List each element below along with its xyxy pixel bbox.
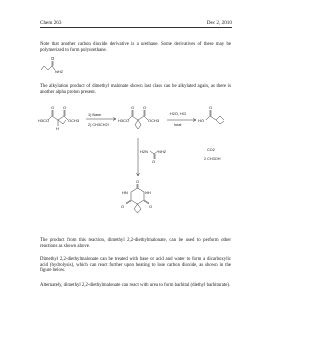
step1-arrow xyxy=(86,113,116,127)
urethane-structure xyxy=(41,56,64,74)
start-och3: OCH3 xyxy=(68,118,80,123)
course-header: Chem 263 xyxy=(40,20,62,26)
start-h3co: H3CO xyxy=(38,118,50,123)
start-carbonyl-o-right: O xyxy=(63,105,67,110)
paragraph-hydrolysis: Dimethyl 2,2-diethylmalonate can be treated with base or acid and water to form a dicarboxylic acid (hydrolysis), which can react further upon heating to lose carbon dioxide, as shown in the figure below. xyxy=(40,257,231,274)
barbital-left-o: O xyxy=(121,204,125,209)
date-header: Dec 2, 2010 xyxy=(206,20,232,26)
paragraph-alkylation: The alkylation product of dimethyl malonate shown last class can be alkylated again, as there is another alpha proton present. xyxy=(40,84,231,95)
diethylmalonate-product xyxy=(118,105,160,129)
barbital-nh: NH xyxy=(145,190,151,195)
urea-arrow xyxy=(137,138,140,176)
step1-reagent-ethyl-iodide: 2) CH3CH2I xyxy=(88,123,109,127)
urea-carbonyl-o: O xyxy=(152,159,156,164)
step2-reagent: H2O, HCl xyxy=(170,112,187,116)
paragraph-product: The product from this reaction, dimethyl 2,2-diethylmalonate, can be used to perform other reactions as shown above. xyxy=(40,238,231,249)
acid-carbonyl-o: O xyxy=(209,105,213,110)
barbital-top-o: O xyxy=(136,179,140,184)
starting-malonate xyxy=(38,105,80,131)
start-alpha-h: H xyxy=(56,126,59,131)
barbital-hn: HN xyxy=(122,190,128,195)
urea-nh2: NH2 xyxy=(158,149,167,154)
start-carbonyl-o-left: O xyxy=(51,105,55,110)
product-h3co: H3CO xyxy=(118,118,130,123)
step1-reagent-base: 1) Base xyxy=(88,113,102,117)
paragraph-barbital: Alternately, dimethyl 2,2-diethylmalonate can react with urea to form barbital (diethyl barbiturate). xyxy=(40,283,231,288)
product-carbonyl-o-right: O xyxy=(143,105,147,110)
acid-ho: HO xyxy=(198,118,204,123)
step2-arrow xyxy=(167,112,196,127)
carboxylic-acid-product xyxy=(198,105,224,124)
barbital-right-o: O xyxy=(149,204,153,209)
step2-condition: heat xyxy=(174,123,182,127)
barbital-structure xyxy=(121,179,152,213)
urea-h2n: H2N xyxy=(140,149,149,154)
urethane-nh2: NH2 xyxy=(55,69,64,74)
product-carbonyl-o-left: O xyxy=(131,105,135,110)
urea-structure xyxy=(140,149,167,164)
byproduct-co2: CO2 xyxy=(207,148,215,152)
product-och3: OCH3 xyxy=(148,118,160,123)
urethane-carbonyl-o: O xyxy=(51,56,55,61)
paragraph-urethane: Note that another carbon dioxide derivative is a urethane. Some derivatives of these may be polymerized to form polyurethane. xyxy=(40,42,231,53)
byproduct-methanol: 2 CH3OH xyxy=(204,157,221,161)
